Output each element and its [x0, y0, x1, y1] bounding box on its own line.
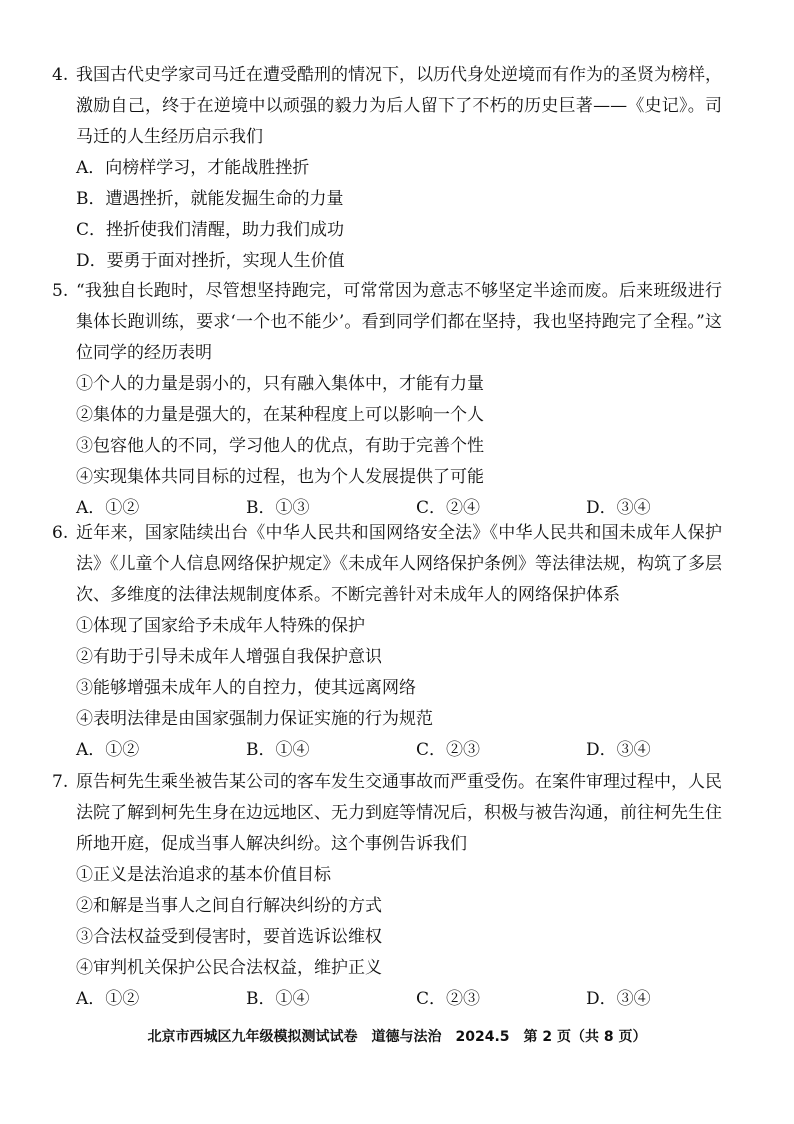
option-c: C．②④: [416, 498, 481, 518]
statement-1: ①体现了国家给予未成年人特殊的保护: [76, 616, 365, 636]
option-d: D．③④: [586, 498, 651, 518]
option-c: C．挫折使我们清醒，助力我们成功: [76, 220, 345, 240]
statement-2: ②有助于引导未成年人增强自我保护意识: [76, 647, 382, 667]
option-c: C．②③: [416, 740, 481, 760]
option-c: C．②③: [416, 989, 481, 1009]
page-footer: 北京市西城区九年级模拟测试试卷 道德与法治 2024.5 第 2 页（共 8 页）: [147, 1029, 647, 1045]
statement-4: ④表明法律是由国家强制力保证实施的行为规范: [76, 709, 433, 729]
option-b: B．遭遇挫折，就能发掘生命的力量: [76, 189, 344, 209]
option-a: A．①②: [76, 989, 140, 1009]
option-d: D．要勇于面对挫折，实现人生价值: [76, 251, 345, 271]
question-5: [52, 276, 722, 524]
statement-3: ③包容他人的不同，学习他人的优点，有助于完善个性: [76, 436, 484, 456]
statement-4: ④实现集体共同目标的过程，也为个人发展提供了可能: [76, 467, 484, 487]
question-stem: 近年来，国家陆续出台《中华人民共和国网络安全法》《中华人民共和国未成年人保护法》《儿童个人信息网络保护规定》《未成年人网络保护条例》等法律法规，构筑了多层次、多维度的法律法规制度体系。不断完善针对未成年人的网络保护体系: [76, 523, 722, 605]
statement-2: ②和解是当事人之间自行解决纠纷的方式: [76, 896, 382, 916]
statement-1: ①个人的力量是弱小的，只有融入集体中，才能有力量: [76, 374, 484, 394]
option-a: A．①②: [76, 740, 140, 760]
statement-3: ③合法权益受到侵害时，要首选诉讼维权: [76, 927, 382, 947]
option-row: [52, 735, 722, 766]
option-d: D．③④: [586, 989, 651, 1009]
statement-4: ④审判机关保护公民合法权益，维护正义: [76, 958, 382, 978]
question-stem: 原告柯先生乘坐被告某公司的客车发生交通事故而严重受伤。在案件审理过程中，人民法院了解到柯先生身在边远地区、无力到庭等情况后，积极与被告沟通，前往柯先生住所地开庭，促成当事人解决纠纷。这个事例告诉我们: [76, 772, 722, 854]
question-number: 5.: [52, 281, 69, 301]
question-stem: 我国古代史学家司马迁在遭受酷刑的情况下，以历代身处逆境而有作为的圣贤为榜样，激励自己，终于在逆境中以顽强的毅力为后人留下了不朽的历史巨著——《史记》。司马迁的人生经历启示我们: [76, 65, 722, 147]
option-b: B．①④: [246, 989, 310, 1009]
question-4: [52, 60, 722, 277]
question-6: [52, 518, 722, 766]
option-d: D．③④: [586, 740, 651, 760]
statement-2: ②集体的力量是强大的，在某种程度上可以影响一个人: [76, 405, 484, 425]
question-number: 6.: [52, 523, 69, 543]
option-a: A．向榜样学习，才能战胜挫折: [76, 158, 310, 178]
question-number: 4.: [52, 65, 69, 85]
question-number: 7.: [52, 772, 69, 792]
statement-3: ③能够增强未成年人的自控力，使其远离网络: [76, 678, 416, 698]
question-7: [52, 767, 722, 1015]
option-b: B．①④: [246, 740, 310, 760]
option-b: B．①③: [246, 498, 310, 518]
statement-1: ①正义是法治追求的基本价值目标: [76, 865, 331, 885]
question-stem: “我独自长跑时，尽管想坚持跑完，可常常因为意志不够坚定半途而废。后来班级进行集体长跑训练，要求‘一个也不能少’。看到同学们都在坚持，我也坚持跑完了全程。”这位同学的经历表明: [76, 281, 722, 363]
option-row: [52, 984, 722, 1015]
option-a: A．①②: [76, 498, 140, 518]
